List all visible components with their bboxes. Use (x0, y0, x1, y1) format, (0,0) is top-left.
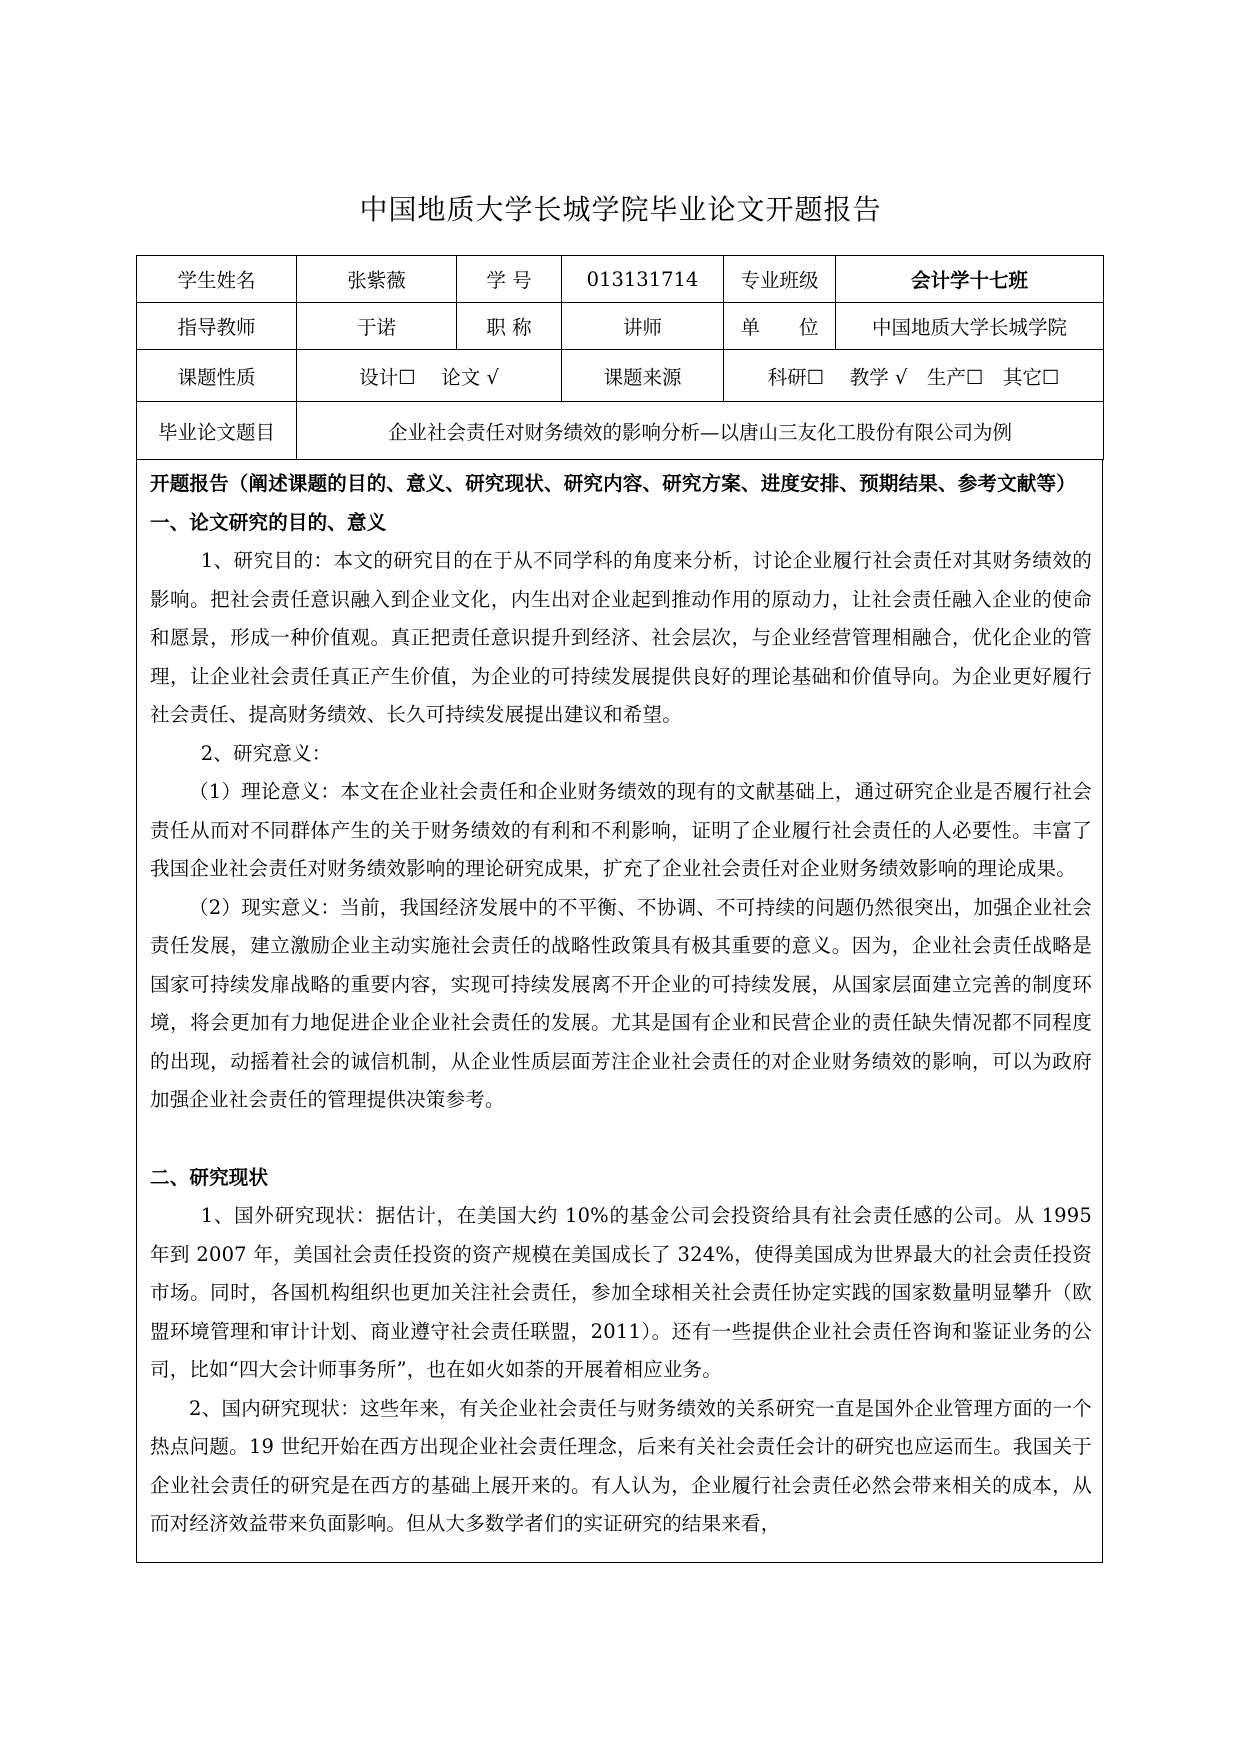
section-1-paragraph-purpose: 1、研究目的：本文的研究目的在于从不同学科的角度来分析，讨论企业履行社会责任对其财务绩效的影响。把社会责任意识融入到企业文化，内生出对企业起到推动作用的原动力，让社会责任融入企业的使命和愿景，形成一种价值观。真正把责任意识提升到经济、社会层次，与企业经营管理相融合，优化企业的管理，让企业社会责任真正产生价值，为企业的可持续发展提供良好的理论基础和价值导向。为企业更好履行社会责任、提高财务绩效、长久可持续发展提出建议和希望。 (150, 549, 1092, 726)
academic-title-label: 职 称 (457, 303, 562, 350)
class-label: 专业班级 (724, 256, 836, 303)
nature-value: 设计☐ 论文 √ (297, 350, 562, 402)
source-value: 科研☐ 教学 √ 生产☐ 其它☐ (724, 350, 1104, 402)
report-heading: 开题报告（阐述课题的目的、意义、研究现状、研究内容、研究方案、进度安排、预期结果、参考文献等） (150, 472, 1076, 495)
section-2-paragraph-foreign: 1、国外研究现状：据估计，在美国大约 10%的基金公司会投资给具有社会责任感的公司。从 1995 年到 2007 年，美国社会责任投资的资产规模在美国成长了 324%，使得美国成为世界最大的社会责任投资市场。同时，各国机构组织也更加关注社会责任，参加全球相关社会责任协定实践的国家数量明显攀升（欧盟环境管理和审计计划、商业遵守社会责任联盟，2011）。还有一些提供企业社会责任咨询和鉴证业务的公司，比如“四大会计师事务所”，也在如火如荼的开展着相应业务。 (150, 1204, 1092, 1381)
section-2-title: 二、研究现状 (150, 1165, 269, 1189)
thesis-title-label: 毕业论文题目 (137, 402, 297, 460)
source-label: 课题来源 (562, 350, 724, 402)
student-name-label: 学生姓名 (137, 256, 297, 303)
info-row-nature (137, 350, 1104, 402)
section-1-paragraph-significance-title: 2、研究意义： (200, 741, 332, 765)
section-1-paragraph-theory: （1）理论意义：本文在企业社会责任和企业财务绩效的现有的文献基础上，通过研究企业是否履行社会责任从而对不同群体产生的关于财务绩效的有利和不利影响，证明了企业履行社会责任的人必要性。丰富了我国企业社会责任对财务绩效影响的理论研究成果，扩充了企业社会责任对企业财务绩效影响的理论成果。 (150, 780, 1092, 880)
unit-value: 中国地质大学长城学院 (836, 303, 1104, 350)
info-table (136, 255, 1104, 460)
info-row-advisor (137, 303, 1104, 350)
section-1-title: 一、论文研究的目的、意义 (150, 510, 387, 534)
info-row-thesis (137, 402, 1104, 460)
advisor-value: 于诺 (297, 303, 457, 350)
student-id-label: 学 号 (457, 256, 562, 303)
info-row-student (137, 256, 1104, 303)
student-name-value: 张紫薇 (297, 256, 457, 303)
unit-label: 单 位 (724, 303, 836, 350)
class-value: 会计学十七班 (836, 256, 1104, 303)
thesis-title-value: 企业社会责任对财务绩效的影响分析—以唐山三友化工股份有限公司为例 (297, 402, 1104, 460)
advisor-label: 指导教师 (137, 303, 297, 350)
student-id-value: 013131714 (562, 256, 724, 303)
section-2-paragraph-domestic: 2、国内研究现状：这些年来，有关企业社会责任与财务绩效的关系研究一直是国外企业管理方面的一个热点问题。19 世纪开始在西方出现企业社会责任理念，后来有关社会责任会计的研究也应运而生。我国关于企业社会责任的研究是在西方的基础上展开来的。有人认为，企业履行社会责任必然会带来相关的成本，从而对经济效益带来负面影响。但从大多数学者们的实证研究的结果来看， (150, 1396, 1092, 1535)
academic-title-value: 讲师 (562, 303, 724, 350)
page-title: 中国地质大学长城学院毕业论文开题报告 (359, 193, 882, 226)
report-body (136, 460, 1103, 1563)
nature-label: 课题性质 (137, 350, 297, 402)
section-1-paragraph-practice: （2）现实意义：当前，我国经济发展中的不平衡、不协调、不可持续的问题仍然很突出，加强企业社会责任发展，建立激励企业主动实施社会责任的战略性政策具有极其重要的意义。因为，企业社会责任战略是国家可持续发扉战略的重要内容，实现可持续发展离不开企业的可持续发展，从国家层面建立完善的制度环境，将会更加有力地促进企业企业社会责任的发展。尤其是国有企业和民营企业的责任缺失情况都不同程度的出现，动摇着社会的诚信机制，从企业性质层面芳注企业社会责任的对企业财务绩效的影响，可以为政府加强企业社会责任的管理提供决策参考。 (150, 895, 1092, 1111)
